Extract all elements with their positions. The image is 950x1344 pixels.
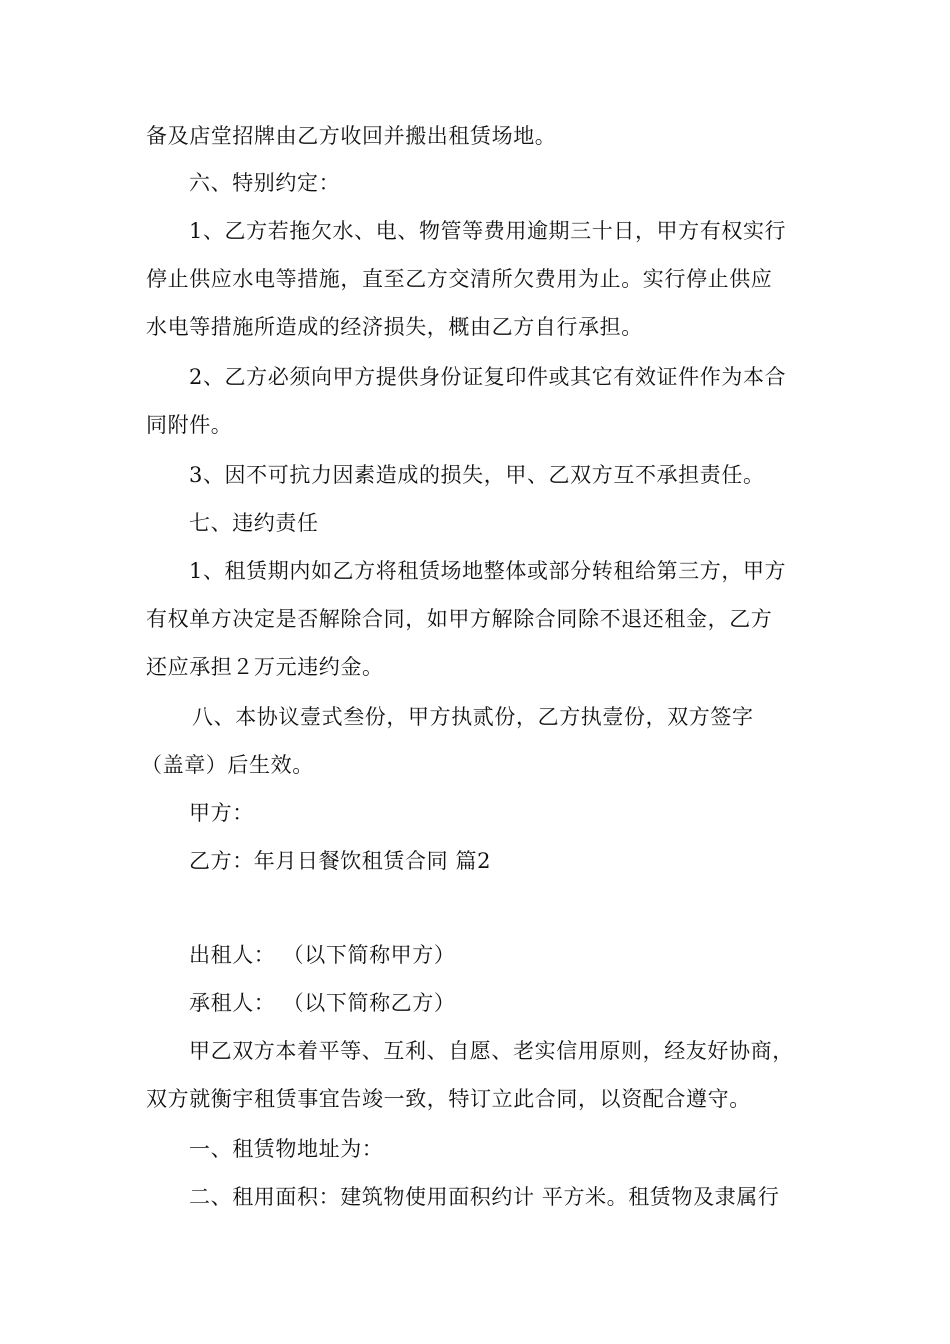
party-b-signature-line: 乙方：年月日餐饮租赁合同 篇2 xyxy=(189,849,492,873)
paragraph-line: 水电等措施所造成的经济损失，概由乙方自行承担。 xyxy=(146,315,643,339)
section-heading-special-terms: 六、特别约定： xyxy=(189,171,341,195)
paragraph-line: 备及店堂招牌由乙方收回并搬出租赁场地。 xyxy=(146,124,557,148)
paragraph-line: 同附件。 xyxy=(146,413,233,437)
paragraph-line: 甲乙双方本着平等、互利、自愿、老实信用原则，经友好协商， xyxy=(189,1039,794,1063)
paragraph-line: 还应承担２万元违约金。 xyxy=(146,655,384,679)
paragraph-line: 1、租赁期内如乙方将租赁场地整体或部分转租给第三方，甲方 xyxy=(189,559,787,583)
section-heading-breach: 七、违约责任 xyxy=(189,511,319,535)
paragraph-line: 3、因不可抗力因素造成的损失，甲、乙双方互不承担责任。 xyxy=(189,463,765,487)
paragraph-line: 有权单方决定是否解除合同，如甲方解除合同除不退还租金，乙方 xyxy=(146,607,773,631)
paragraph-line: 停止供应水电等措施，直至乙方交清所欠费用为止。实行停止供应 xyxy=(146,267,773,291)
paragraph-line: （盖章）后生效。 xyxy=(141,753,314,777)
paragraph-line: 二、租用面积：建筑物使用面积约计 平方米。租赁物及隶属行 xyxy=(189,1185,780,1209)
section-heading-address: 一、租赁物地址为： xyxy=(189,1137,384,1161)
paragraph-line: 1、乙方若拖欠水、电、物管等费用逾期三十日，甲方有权实行 xyxy=(189,219,787,243)
paragraph-line: 八、本协议壹式叁份，甲方执贰份，乙方执壹份，双方签字 xyxy=(192,705,754,729)
paragraph-line: 2、乙方必须向甲方提供身份证复印件或其它有效证件作为本合 xyxy=(189,365,787,389)
paragraph-line: 双方就衡宇租赁事宜告竣一致，特订立此合同，以资配合遵守。 xyxy=(146,1087,751,1111)
lessee-line: 承租人： （以下简称乙方） xyxy=(189,991,456,1015)
lessor-line: 出租人： （以下简称甲方） xyxy=(189,943,456,967)
party-a-signature-line: 甲方： xyxy=(189,801,254,825)
